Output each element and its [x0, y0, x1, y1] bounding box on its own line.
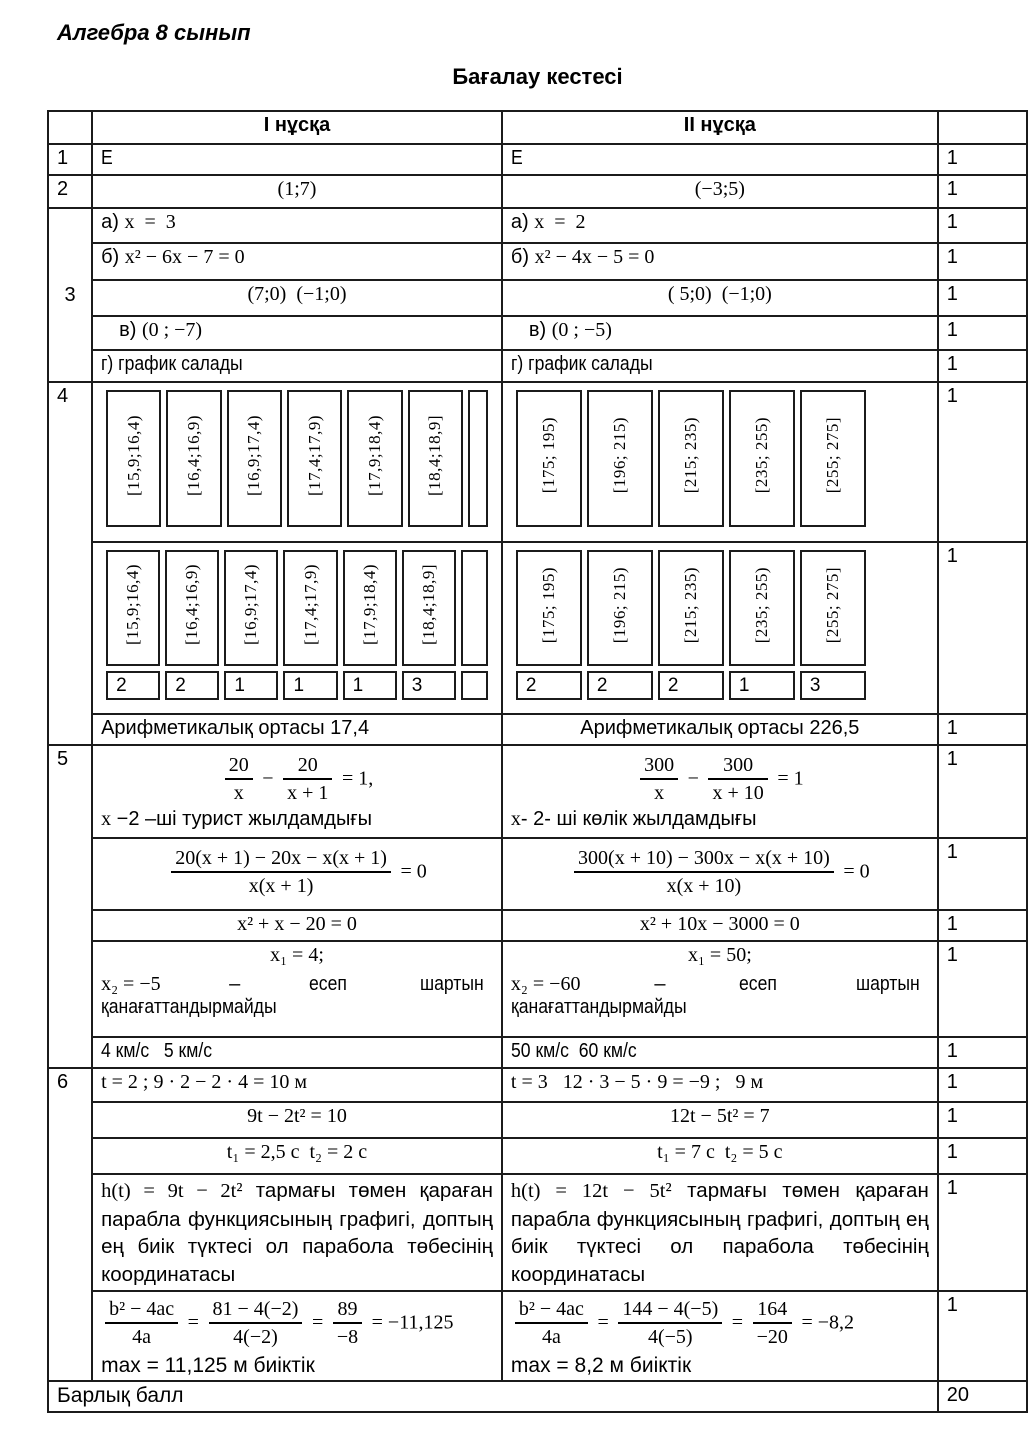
fraction	[225, 752, 253, 806]
root-justified-line	[511, 973, 929, 996]
row6a-points: 1	[938, 1068, 1027, 1102]
interval-label: [15,9;16,4)	[123, 564, 143, 646]
operator: =	[597, 1311, 609, 1334]
page-title: Алгебра 8 сынып	[57, 20, 251, 45]
word: шартын	[856, 973, 921, 995]
interval-label: [16,4;16,9)	[184, 414, 204, 497]
denominator: −8	[336, 1326, 359, 1348]
equation	[511, 748, 929, 806]
item-label: б)	[510, 246, 530, 268]
table-row	[48, 1102, 1027, 1138]
row6d-points: 1	[938, 1174, 1027, 1291]
interval-cell	[283, 550, 337, 666]
row5e-points: 1	[938, 1037, 1027, 1068]
row4b-points: 1	[938, 542, 1027, 714]
interval-label: [255; 275]	[822, 566, 842, 644]
row4-intervals2-variant2	[502, 542, 938, 714]
interval-label: [17,4;17,9)	[300, 564, 320, 646]
interval-cell	[166, 390, 221, 527]
interval-cell	[587, 550, 653, 666]
total-row	[48, 1381, 1027, 1412]
fraction	[283, 752, 332, 806]
interval-cell	[347, 390, 402, 527]
row5a-variant2	[502, 745, 938, 838]
frequency-table	[511, 545, 871, 705]
row6e-points: 1	[938, 1291, 1027, 1381]
interval-cell	[800, 390, 866, 527]
interval-cell	[658, 550, 724, 666]
interval-cell	[408, 390, 463, 527]
interval-cell	[106, 390, 161, 527]
row5d-variant2	[502, 941, 938, 1037]
numerator: b² − 4ac	[105, 1296, 178, 1324]
interval-label: [17,4;17,9)	[304, 414, 324, 497]
row6c-variant2: t₁ = 7 c t₂ = 5 c	[502, 1138, 938, 1174]
spacer-cell	[461, 550, 488, 666]
count-cell: 3	[800, 671, 866, 700]
interval-cell	[343, 550, 397, 666]
count-cell: 1	[283, 671, 337, 700]
item-label: а)	[101, 211, 119, 233]
row6b-variant1: 9t − 2t² = 10	[92, 1102, 502, 1138]
operator: =	[187, 1311, 199, 1334]
row2-num: 2	[48, 175, 92, 208]
row6e-variant1	[92, 1291, 502, 1381]
numerator: 300	[708, 752, 767, 780]
denominator: x(x + 1)	[248, 875, 314, 897]
dash: –	[654, 973, 666, 995]
interval-cell	[587, 390, 653, 527]
formula: x = 3	[124, 211, 176, 233]
interval-cell	[800, 550, 866, 666]
header-variant1: І нұсқа	[92, 111, 502, 144]
root-tail	[511, 996, 929, 1019]
frequency-table	[101, 545, 493, 705]
vertex-equation	[101, 1294, 493, 1350]
row4a-points: 1	[938, 382, 1027, 542]
fraction	[640, 752, 678, 806]
row3e-variant1	[92, 350, 502, 382]
denominator: x	[233, 782, 244, 804]
item-label: в)	[119, 319, 137, 341]
denominator: x	[654, 782, 665, 804]
root-line: x₁ = 50;	[687, 944, 752, 966]
rhs: = 1,	[341, 767, 374, 790]
interval-table	[101, 385, 493, 532]
header-points	[938, 111, 1027, 144]
fraction	[105, 1296, 178, 1350]
formula: (0 ; −7)	[141, 319, 203, 341]
row6d-variant1	[92, 1174, 502, 1291]
dash: –	[229, 973, 241, 995]
header-num	[48, 111, 92, 144]
row5b-points: 1	[938, 838, 1027, 910]
root-tail	[101, 996, 493, 1019]
interval-label: [15,9;16,4)	[123, 414, 143, 497]
answer-text: Е	[101, 147, 113, 169]
count-cell: 2	[587, 671, 653, 700]
answer-text: 4 км/с 5 км/с	[101, 1040, 213, 1062]
fraction	[515, 1296, 588, 1350]
count-cell: 1	[224, 671, 278, 700]
numerator: 300	[640, 752, 678, 780]
row5e-variant2	[502, 1037, 938, 1068]
row4-num: 4	[48, 382, 92, 745]
vertex-equation	[511, 1294, 929, 1350]
total-points: 20	[938, 1381, 1027, 1412]
fraction	[574, 845, 834, 899]
row3c-points: 1	[938, 280, 1027, 316]
item-label: а)	[510, 211, 529, 233]
equation	[101, 841, 493, 899]
interval-label: [175; 195)	[538, 566, 558, 644]
numerator: 20	[283, 752, 332, 780]
count-cell: 2	[516, 671, 582, 700]
table-row	[48, 175, 1027, 208]
row3d-variant2	[502, 316, 938, 350]
row4c-points: 1	[938, 714, 1027, 745]
word: есеп	[739, 973, 778, 995]
interval-label: [255; 275]	[822, 417, 842, 494]
table-row	[48, 280, 1027, 316]
row3b-points: 1	[938, 243, 1027, 280]
numerator: 20(x + 1) − 20x − x(x + 1)	[171, 845, 391, 873]
row3b-variant2	[502, 243, 938, 280]
row6-num: 6	[48, 1068, 92, 1381]
row6b-variant2: 12t − 5t² = 7	[502, 1102, 938, 1138]
word: шартын	[420, 973, 485, 995]
row5c-points: 1	[938, 910, 1027, 941]
fraction	[753, 1296, 792, 1350]
note	[511, 808, 929, 831]
row3c-variant2: ( 5;0) (−1;0)	[502, 280, 938, 316]
formula: (0 ; −5)	[551, 319, 612, 341]
denominator: 4(−2)	[233, 1326, 278, 1348]
row4-mean-variant2: Арифметикалық ортасы 226,5	[502, 714, 938, 745]
interval-cell	[516, 390, 582, 527]
table-row	[48, 316, 1027, 350]
table-row	[48, 350, 1027, 382]
fraction	[171, 845, 391, 899]
equation	[511, 841, 929, 899]
numerator: b² − 4ac	[515, 1296, 588, 1324]
table-row	[48, 910, 1027, 941]
interval-label: [235; 255)	[751, 417, 771, 494]
fraction	[708, 752, 767, 806]
table-row	[48, 208, 1027, 243]
row5b-variant1	[92, 838, 502, 910]
interval-cell	[658, 390, 724, 527]
row2-points: 1	[938, 175, 1027, 208]
table-row	[48, 1037, 1027, 1068]
item-label: в)	[528, 319, 547, 341]
spacer-cell	[468, 390, 488, 527]
count-cell: 2	[658, 671, 724, 700]
row4-mean-variant1: Арифметикалық ортасы 17,4	[92, 714, 502, 745]
root-justified-line	[101, 973, 493, 996]
table-row	[48, 243, 1027, 280]
table-row	[48, 144, 1027, 175]
interval-cell	[729, 550, 795, 666]
row5a-points: 1	[938, 745, 1027, 838]
row5e-variant1	[92, 1037, 502, 1068]
explanation-paragraph	[511, 1177, 929, 1288]
interval-label: [196; 215)	[609, 566, 629, 644]
numerator: 89	[333, 1296, 362, 1324]
denominator: x(x + 10)	[666, 875, 742, 897]
interval-label: [18,4;18,9]	[418, 564, 438, 646]
item-label: б)	[101, 246, 120, 268]
table-row	[48, 714, 1027, 745]
formula: x = 2	[534, 211, 586, 233]
count-cell: 1	[729, 671, 795, 700]
interval-label: [16,4;16,9)	[182, 564, 202, 646]
row3a-points: 1	[938, 208, 1027, 243]
word: есеп	[308, 973, 347, 995]
row4-intervals2-variant1	[92, 542, 502, 714]
denominator: −20	[756, 1326, 788, 1348]
rhs: = 0	[843, 860, 870, 883]
interval-label: [18,4;18,9]	[425, 414, 445, 497]
table-row	[48, 1138, 1027, 1174]
row6c-variant1: t₁ = 2,5 c t₂ = 2 c	[92, 1138, 502, 1174]
word: қанағаттандырмайды	[101, 996, 277, 1018]
row5-num: 5	[48, 745, 92, 1068]
explanation-text: тармағы төмен қараған парабла функциясының графигі, доптың ең биік түктесі ол парабола төбесінің координатасы	[101, 1179, 493, 1286]
formula: x	[101, 808, 112, 830]
root-line: x₁ = 4;	[270, 944, 324, 966]
count-cell: 1	[343, 671, 397, 700]
total-label: Барлық балл	[48, 1381, 938, 1412]
interval-label: [215; 235)	[680, 417, 700, 494]
row2-variant2: (−3;5)	[502, 175, 938, 208]
table-row	[48, 1174, 1027, 1291]
numerator: 164	[753, 1296, 792, 1324]
formula: x² − 6x − 7 = 0	[124, 246, 245, 268]
row6a-variant2: t = 3 12 · 3 − 5 · 9 = −9 ; 9 м	[502, 1068, 938, 1102]
answer-text: г) график салады	[510, 353, 653, 375]
explanation-text: тармағы төмен қараған парабла функциясының графигі, доптың ең биік түктесі ол парабола төбесінің координатасы	[510, 1179, 929, 1286]
row3d-points: 1	[938, 316, 1027, 350]
row4-intervals1-variant1	[92, 382, 502, 542]
row6c-points: 1	[938, 1138, 1027, 1174]
interval-label: [196; 215)	[609, 417, 629, 494]
rhs: = −11,125	[371, 1311, 454, 1334]
note-text: −2 –ші турист жылдамдығы	[111, 808, 373, 830]
row3a-variant2	[502, 208, 938, 243]
table-row	[48, 382, 1027, 542]
formula: h(t) = 12t − 5t²	[510, 1180, 672, 1202]
row3b-variant1	[92, 243, 502, 280]
row1-variant1	[92, 144, 502, 175]
answer-text: г) график салады	[101, 353, 243, 375]
fraction	[618, 1296, 722, 1350]
row5c-variant2: x² + 10x − 3000 = 0	[502, 910, 938, 941]
row6b-points: 1	[938, 1102, 1027, 1138]
row5b-variant2	[502, 838, 938, 910]
table-row	[48, 1291, 1027, 1381]
numerator: 300(x + 10) − 300x − x(x + 10)	[574, 845, 834, 873]
row3a-variant1	[92, 208, 502, 243]
count-cell: 2	[106, 671, 160, 700]
operator: −	[262, 767, 274, 790]
row5c-variant1: x² + x − 20 = 0	[92, 910, 502, 941]
interval-cell	[227, 390, 282, 527]
interval-cell	[402, 550, 456, 666]
count-cell: 2	[165, 671, 219, 700]
rhs: = −8,2	[801, 1311, 855, 1334]
row2-variant1: (1;7)	[92, 175, 502, 208]
interval-label: [235; 255)	[751, 566, 771, 644]
row3e-variant2	[502, 350, 938, 382]
interval-cell	[106, 550, 160, 666]
row1-points: 1	[938, 144, 1027, 175]
denominator: 4(−5)	[647, 1326, 693, 1348]
count-cell: 3	[402, 671, 456, 700]
interval-label: [17,9;18,4)	[359, 564, 379, 646]
numerator: 81 − 4(−2)	[209, 1296, 303, 1324]
row3e-points: 1	[938, 350, 1027, 382]
interval-label: [16,9;17,4)	[241, 564, 261, 646]
answer-text: 50 км/с 60 км/с	[510, 1040, 637, 1062]
interval-cell	[516, 550, 582, 666]
denominator: 4a	[541, 1326, 561, 1348]
interval-label: [16,9;17,4)	[244, 414, 264, 497]
rhs: = 0	[400, 860, 427, 883]
interval-cell	[287, 390, 342, 527]
operator: =	[311, 1311, 324, 1334]
interval-cell	[165, 550, 219, 666]
answer-text: Е	[510, 147, 523, 169]
spacer-cell	[461, 671, 488, 700]
formula: x² − 4x − 5 = 0	[534, 246, 655, 268]
note	[101, 808, 493, 831]
header-variant2: ІІ нұсқа	[502, 111, 938, 144]
equation	[101, 748, 493, 806]
note-text: - 2- ші көлік жылдамдығы	[520, 808, 757, 830]
interval-label: [215; 235)	[680, 566, 700, 644]
numerator: 20	[225, 752, 253, 780]
table-row	[48, 838, 1027, 910]
row6d-variant2	[502, 1174, 938, 1291]
interval-table	[511, 385, 871, 532]
row5a-variant1	[92, 745, 502, 838]
denominator: x + 1	[287, 782, 329, 804]
row5d-variant1	[92, 941, 502, 1037]
formula: h(t) = 9t − 2t²	[101, 1180, 243, 1202]
table-row	[48, 542, 1027, 714]
word: қанағаттандырмайды	[510, 996, 687, 1018]
row1-variant2	[502, 144, 938, 175]
interval-label: [17,9;18,4)	[365, 414, 385, 497]
max-height-line: max = 11,125 м биіктік	[101, 1354, 315, 1377]
row3c-variant1: (7;0) (−1;0)	[92, 280, 502, 316]
rhs: = 1	[777, 767, 804, 790]
table-row	[48, 1068, 1027, 1102]
interval-cell	[729, 390, 795, 527]
row3-num: 3	[48, 208, 92, 382]
fraction	[209, 1296, 303, 1350]
formula: x₂ = −60	[510, 973, 581, 995]
row1-num: 1	[48, 144, 92, 175]
denominator: x + 10	[712, 782, 764, 804]
table-row	[48, 941, 1027, 1037]
header-row	[48, 111, 1027, 144]
formula: x	[510, 808, 521, 830]
interval-label: [175; 195)	[538, 417, 558, 494]
denominator: 4a	[132, 1326, 152, 1348]
numerator: 144 − 4(−5)	[618, 1296, 722, 1324]
grading-table	[47, 110, 1028, 1413]
operator: −	[687, 767, 699, 790]
table-row	[48, 745, 1027, 838]
row5d-points: 1	[938, 941, 1027, 1037]
max-height-line: max = 8,2 м биіктік	[510, 1354, 692, 1377]
row6a-variant1: t = 2 ; 9 · 2 − 2 · 4 = 10 м	[92, 1068, 502, 1102]
formula: x₂ = −5	[101, 973, 161, 995]
fraction	[333, 1296, 362, 1350]
explanation-paragraph	[101, 1177, 493, 1288]
row6e-variant2	[502, 1291, 938, 1381]
row3d-variant1	[92, 316, 502, 350]
page-subtitle: Бағалау кестесі	[452, 64, 623, 89]
interval-cell	[224, 550, 278, 666]
row4-intervals1-variant2	[502, 382, 938, 542]
operator: =	[731, 1311, 744, 1334]
